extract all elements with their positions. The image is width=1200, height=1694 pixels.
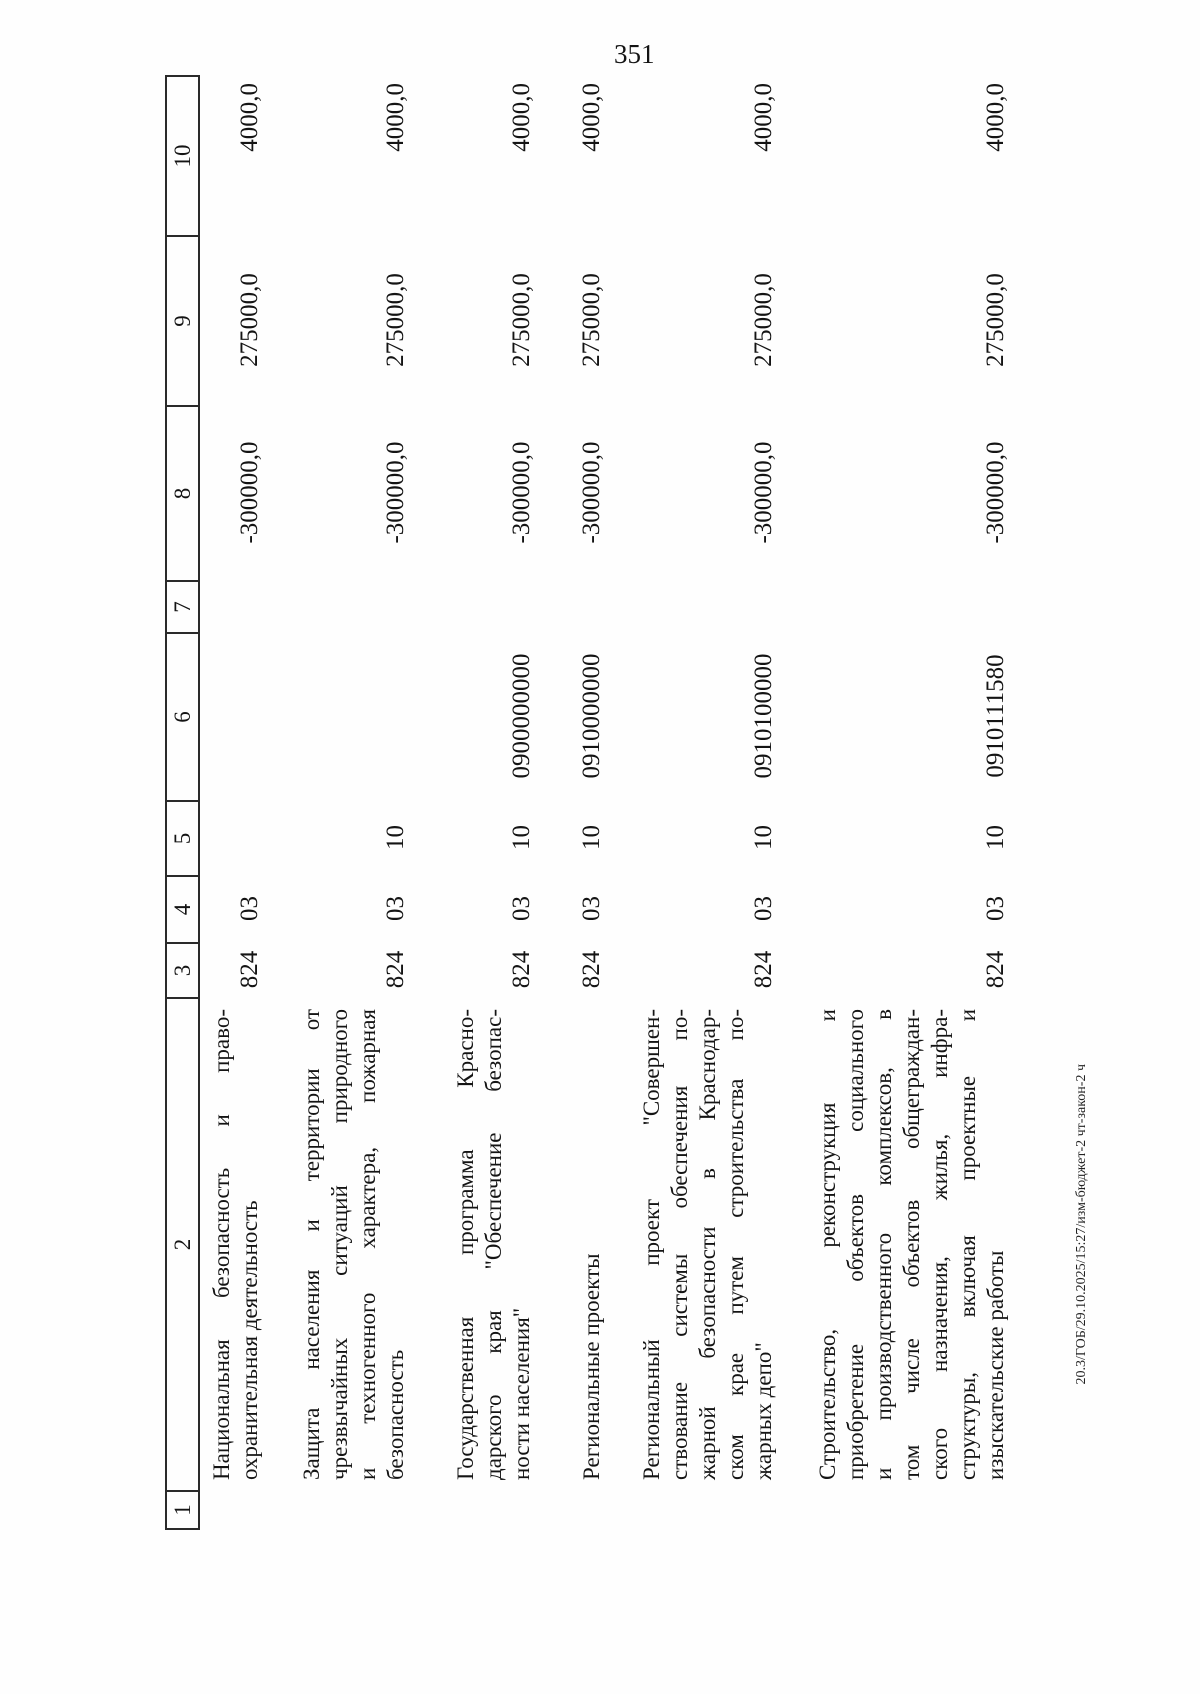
header-cell-8: 8	[165, 405, 200, 580]
header-cell-6: 6	[165, 632, 200, 800]
name-line: ского назначения, жилья, инфра-	[927, 1009, 952, 1480]
page-number: 351	[614, 39, 655, 69]
name-line: приобретение объектов социального	[843, 1009, 868, 1480]
budget-table	[165, 75, 1025, 1530]
table-row	[778, 75, 1010, 1530]
cell-col-9: 275000,0	[508, 273, 535, 367]
header-cell-3: 3	[165, 942, 200, 997]
table-row	[410, 75, 536, 1530]
cell-col-6: 0910000000	[578, 653, 605, 779]
cell-col-3: 824	[236, 950, 263, 989]
cell-col-3: 824	[750, 950, 777, 989]
budget-table-frame	[165, 75, 1025, 1530]
header-cell-5: 5	[165, 800, 200, 875]
cell-col-6: 0900000000	[508, 653, 535, 779]
name-line: жарных депо"	[751, 1342, 776, 1480]
name-line: и производственного комплексов, в	[871, 1009, 896, 1480]
cell-col-8: -300000,0	[508, 441, 535, 544]
cell-col-5: 10	[382, 825, 409, 850]
cell-col-3: 824	[508, 950, 535, 989]
name-line: дарского края "Обеспечение безопас-	[481, 1009, 506, 1480]
cell-col-1	[638, 1490, 778, 1530]
cell-col-9: 275000,0	[382, 273, 409, 367]
header-cell-7: 7	[165, 580, 200, 632]
cell-col-10: 4000,0	[382, 83, 409, 152]
name-line: изыскательские работы	[983, 1250, 1008, 1480]
cell-col-6: 0910111580	[982, 654, 1009, 778]
header-cell-9: 9	[165, 235, 200, 405]
cell-col-5: 10	[578, 825, 605, 850]
name-line: жарной безопасности в Краснодар-	[695, 1009, 720, 1480]
name-line: Национальная безопасность и право-	[209, 1009, 234, 1480]
cell-col-8: -300000,0	[382, 441, 409, 544]
cell-col-8: -300000,0	[982, 441, 1009, 544]
cell-col-5: 10	[982, 825, 1009, 850]
header-cell-4: 4	[165, 875, 200, 942]
name-line: и техногенного характера, пожарная	[355, 1009, 380, 1480]
name-line: Защита населения и территории от	[299, 1009, 324, 1480]
cell-col-8: -300000,0	[236, 441, 263, 544]
name-line: Региональный проект "Совершен-	[639, 1009, 664, 1480]
cell-col-4: 03	[508, 896, 535, 921]
header-cell-2: 2	[165, 997, 200, 1490]
name-line: Государственная программа Красно-	[453, 1009, 478, 1480]
cell-col-2-name	[578, 997, 606, 1490]
cell-col-10: 4000,0	[508, 83, 535, 152]
name-line: Строительство, реконструкция и	[815, 1009, 840, 1480]
cell-col-8: -300000,0	[578, 441, 605, 544]
cell-col-8: -300000,0	[750, 441, 777, 544]
cell-col-4: 03	[982, 896, 1009, 921]
name-line: ском крае путем строительства по-	[723, 1009, 748, 1480]
cell-col-1	[452, 1490, 536, 1530]
name-line: чрезвычайных ситуаций природного	[327, 1009, 352, 1480]
cell-col-5: 10	[508, 825, 535, 850]
name-line: ствование системы обеспечения по-	[667, 1009, 692, 1480]
table-row	[200, 75, 264, 1530]
cell-col-4: 03	[236, 896, 263, 921]
cell-col-10: 4000,0	[982, 83, 1009, 152]
cell-col-1	[298, 1490, 410, 1530]
cell-col-10: 4000,0	[750, 83, 777, 152]
cell-col-2-name	[452, 997, 536, 1490]
cell-col-4: 03	[382, 896, 409, 921]
cell-col-4: 03	[750, 896, 777, 921]
name-line: охранительная деятельность	[237, 1200, 262, 1480]
name-line: безопасность	[383, 1349, 408, 1480]
cell-col-2-name	[208, 997, 264, 1490]
table-row	[264, 75, 410, 1530]
cell-col-1	[208, 1490, 264, 1530]
cell-col-2-name	[814, 997, 1010, 1490]
cell-col-2-name	[298, 997, 410, 1490]
table-row	[606, 75, 778, 1530]
cell-col-9: 275000,0	[578, 273, 605, 367]
cell-col-9: 275000,0	[982, 273, 1009, 367]
cell-col-4: 03	[578, 896, 605, 921]
name-line: структуры, включая проектные и	[955, 1009, 980, 1480]
cell-col-10: 4000,0	[236, 83, 263, 152]
cell-col-2-name	[638, 997, 778, 1490]
name-line: том числе объектов общеграждан-	[899, 1009, 924, 1480]
cell-col-3: 824	[578, 950, 605, 989]
header-cell-10: 10	[165, 75, 200, 235]
table-row	[536, 75, 606, 1530]
cell-col-9: 275000,0	[750, 273, 777, 367]
cell-col-3: 824	[982, 950, 1009, 989]
name-line: Региональные проекты	[579, 1253, 604, 1480]
cell-col-5: 10	[750, 825, 777, 850]
cell-col-6: 0910100000	[750, 653, 777, 779]
header-cell-1: 1	[165, 1490, 200, 1530]
table-header-row	[165, 75, 200, 1530]
cell-col-3: 824	[382, 950, 409, 989]
cell-col-1	[814, 1490, 1010, 1530]
cell-col-9: 275000,0	[236, 273, 263, 367]
cell-col-10: 4000,0	[578, 83, 605, 152]
name-line: ности населения"	[509, 1307, 534, 1480]
cell-col-1	[578, 1490, 606, 1530]
footer-stamp: 20.3/ГОБ/29.10.2025/15:27/изм-бюджет-2 чт-закон-2 ч	[1074, 1064, 1089, 1385]
